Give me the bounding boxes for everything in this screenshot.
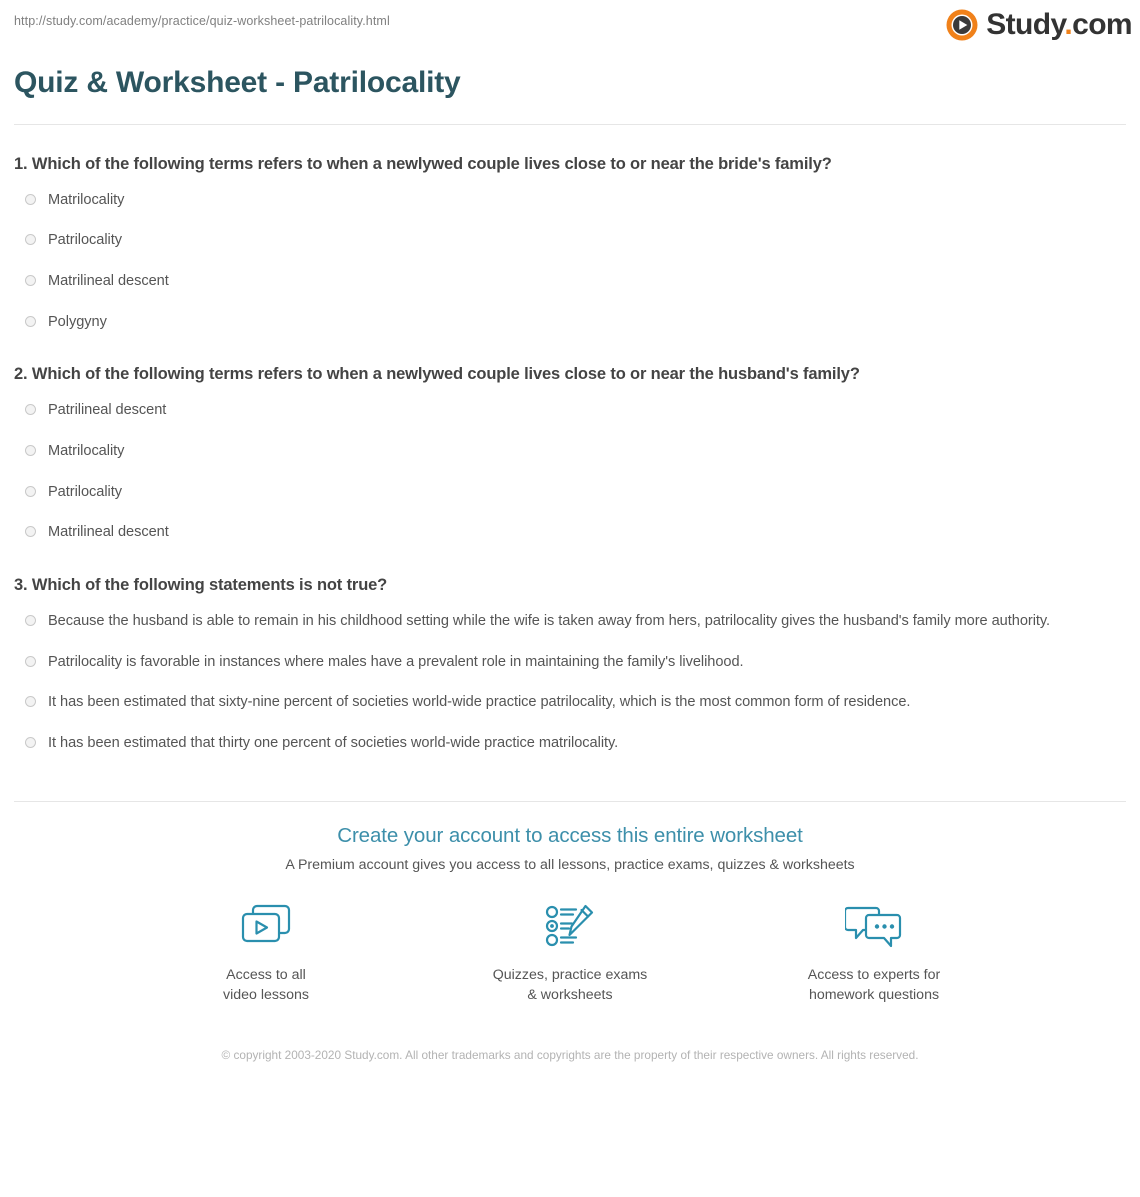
study-com-logo[interactable]	[945, 8, 1132, 42]
copyright-text: © copyright 2003-2020 Study.com. All other trademarks and copyrights are the property of their respective owners. All rights reserved.	[221, 1047, 919, 1062]
benefit-caption	[784, 965, 964, 1006]
radio-button-icon[interactable]	[25, 234, 36, 245]
option-row[interactable]	[14, 521, 1126, 544]
option-label: It has been estimated that sixty-nine percent of societies world-wide practice patrilocality, which is the most common form of residence.	[48, 694, 911, 711]
benefit-caption	[480, 965, 660, 1006]
radio-button-icon[interactable]	[25, 526, 36, 537]
option-list-2	[14, 399, 1126, 543]
question-block-3	[14, 574, 1126, 755]
cta-subtitle: A Premium account gives you access to all lessons, practice exams, quizzes & worksheets	[285, 856, 855, 873]
option-row[interactable]	[14, 311, 1126, 334]
radio-button-icon[interactable]	[25, 275, 36, 286]
option-label: It has been estimated that thirty one percent of societies world-wide practice matrilocality.	[48, 735, 619, 751]
title-divider	[14, 124, 1126, 125]
question-prompt-3-emphasis: not	[316, 575, 343, 594]
option-row[interactable]	[14, 651, 1126, 674]
option-row[interactable]	[14, 189, 1126, 212]
page-url: http://study.com/academy/practice/quiz-worksheet-patrilocality.html	[14, 14, 390, 28]
option-row[interactable]	[14, 229, 1126, 252]
logo-word-com: com	[1072, 8, 1132, 41]
radio-button-icon[interactable]	[25, 737, 36, 748]
benefit-item-experts	[784, 899, 964, 1006]
study-logo-text	[986, 10, 1132, 40]
option-row[interactable]	[14, 270, 1126, 293]
option-row[interactable]	[14, 732, 1126, 755]
option-label: Polygyny	[48, 313, 107, 330]
option-label: Patrilocality	[48, 232, 122, 249]
option-label: Patrilocality	[48, 483, 122, 500]
benefit-item-quizzes	[480, 899, 660, 1006]
option-row[interactable]	[14, 440, 1126, 463]
cta-section	[0, 802, 1140, 1006]
question-prompt-3-part1: Which of the following statements is	[31, 575, 317, 594]
question-block-1	[14, 153, 1126, 334]
benefit-caption-line2: & worksheets	[527, 987, 613, 1004]
option-label: Patrilineal descent	[48, 402, 167, 419]
option-label: Matrilocality	[48, 443, 125, 460]
option-list-3	[14, 610, 1126, 754]
quiz-pencil-icon	[480, 899, 660, 953]
benefit-caption-line1: Quizzes, practice exams	[492, 966, 648, 983]
question-number-1: 1.	[14, 154, 28, 173]
option-label: Matrilineal descent	[48, 272, 169, 289]
radio-button-icon[interactable]	[25, 194, 36, 205]
question-text-2	[14, 363, 1126, 385]
option-row[interactable]	[14, 691, 1126, 714]
chat-bubbles-icon	[784, 899, 964, 953]
radio-button-icon[interactable]	[25, 615, 36, 626]
question-number-2: 2.	[14, 365, 28, 384]
question-prompt-1: Which of the following terms refers to when a newlywed couple lives close to or near the bride's family?	[31, 154, 832, 173]
radio-button-icon[interactable]	[25, 696, 36, 707]
logo-dot: .	[1064, 8, 1073, 41]
option-label: Patrilocality is favorable in instances where males have a prevalent role in maintaining the family's livelihood.	[48, 653, 744, 670]
benefit-caption-line1: Access to experts for	[807, 966, 941, 983]
benefit-caption-line2: homework questions	[808, 987, 940, 1004]
top-bar	[0, 0, 1140, 52]
option-label: Because the husband is able to remain in his childhood setting while the wife is taken away from hers, patrilocality gives the husband's family more authority.	[48, 613, 1051, 630]
video-lessons-icon	[176, 899, 356, 953]
option-label: Matrilocality	[48, 191, 125, 208]
page-title: Quiz & Worksheet - Patrilocality	[14, 66, 461, 99]
option-label: Matrilineal descent	[48, 524, 169, 541]
cta-headline[interactable]: Create your account to access this entire worksheet	[337, 823, 803, 847]
logo-word-study: Study	[986, 8, 1065, 41]
radio-button-icon[interactable]	[25, 486, 36, 497]
benefit-item-video-lessons	[176, 899, 356, 1006]
question-prompt-3-part2: true?	[342, 575, 388, 594]
benefit-caption	[176, 965, 356, 1006]
benefit-list	[0, 899, 1140, 1006]
option-row[interactable]	[14, 610, 1126, 633]
option-list-1	[14, 189, 1126, 333]
question-prompt-2: Which of the following terms refers to when a newlywed couple lives close to or near the husband's family?	[31, 365, 860, 384]
question-block-2	[14, 363, 1126, 544]
question-text-3	[14, 574, 1126, 596]
radio-button-icon[interactable]	[25, 316, 36, 327]
benefit-caption-line2: video lessons	[223, 987, 309, 1004]
radio-button-icon[interactable]	[25, 445, 36, 456]
question-text-1	[14, 153, 1126, 175]
question-number-3: 3.	[14, 575, 28, 594]
quiz-body	[0, 153, 1140, 755]
option-row[interactable]	[14, 399, 1126, 422]
option-row[interactable]	[14, 481, 1126, 504]
study-logo-play-icon	[945, 8, 979, 42]
radio-button-icon[interactable]	[25, 404, 36, 415]
benefit-caption-line1: Access to all	[226, 966, 306, 983]
radio-button-icon[interactable]	[25, 656, 36, 667]
